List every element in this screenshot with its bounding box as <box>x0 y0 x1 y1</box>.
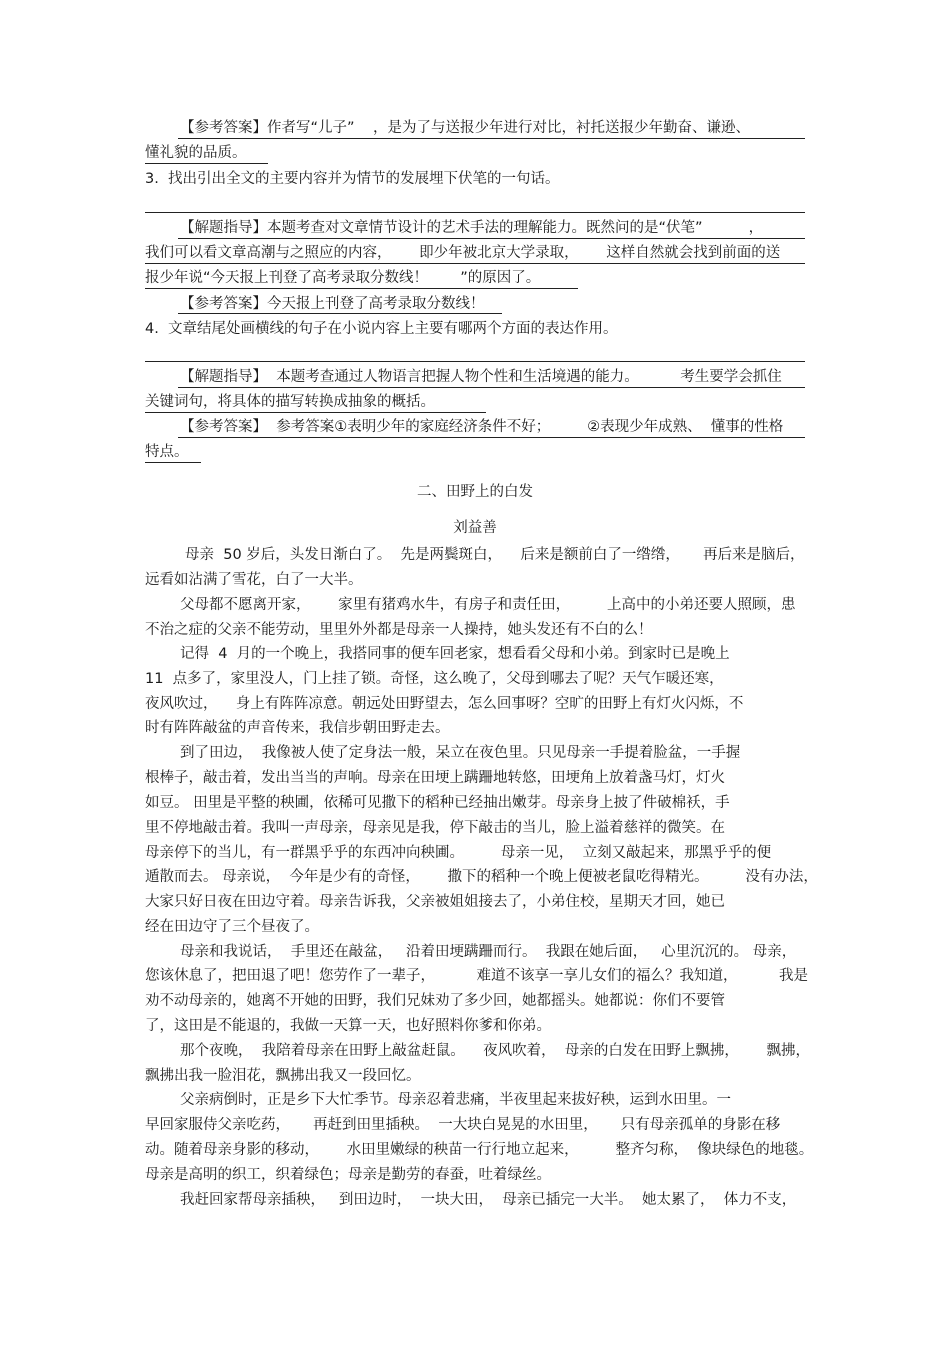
guide-underline <box>145 288 578 289</box>
article-line: 夜风吹过， 身上有阵阵凉意。朝远处田野望去，怎么回事呀？空旷的田野上有灯火闪烁，不 <box>145 696 744 712</box>
article-line: 我赶回家帮母亲插秧， 到田边时， 一块大田， 母亲已插完一大半。 她太累了， 体力不支， <box>180 1192 797 1208</box>
answer-underline <box>145 163 268 164</box>
question-4: 4. 文章结尾处画横线的句子在小说内容上主要有哪两个方面的表达作用。 <box>145 321 618 337</box>
article-line: 到了田边， 我像被人使了定身法一般，呆立在夜色里。只见母亲一手提着脸盆，一手握 <box>180 745 741 761</box>
q3-answer: 【参考答案】今天报上刊登了高考录取分数线！ <box>180 296 485 312</box>
guide-underline <box>178 387 805 388</box>
article-line: 时有阵阵敲盆的声音传来，我信步朝田野走去。 <box>145 720 450 736</box>
article-line: 大家只好日夜在田边守着。母亲告诉我，父亲被姐姐接去了，小弟住校，星期天才回，她已 <box>145 894 725 910</box>
article-line: 母亲停下的当儿，有一群黑乎乎的东西冲向秧圃。 母亲一见， 立刻又敲起来，那黑乎乎的便 <box>145 845 772 861</box>
article-line: 您该休息了，把田退了吧！您劳作了一辈子， 难道不该享一享儿女们的福么？我知道， 我是 <box>145 968 808 984</box>
article-line: 了，这田是不能退的，我做一天算一天，也好照料你爹和你弟。 <box>145 1018 551 1034</box>
article-line: 远看如沾满了雪花，白了一大半。 <box>145 572 363 588</box>
article-line: 父母都不愿离开家， 家里有猪鸡水牛，有房子和责任田， 上高中的小弟还要人照顾，患 <box>180 597 796 613</box>
article-line: 母亲 50 岁后，头发日渐白了。 先是两鬓斑白， 后来是额前白了一绺绺， 再后来是脑后， <box>185 547 805 563</box>
question-3: 3. 找出引出全文的主要内容并为情节的发展埋下伏笔的一句话。 <box>145 171 560 187</box>
article-line: 经在田边守了三个昼夜了。 <box>145 919 319 935</box>
article-line: 父亲病倒时，正是乡下大忙季节。母亲忍着悲痛，半夜里起来拔好秧，运到水田里。一 <box>180 1092 731 1108</box>
article-line: 如豆。 田里是平整的秧圃，依稀可见撒下的稻种已经抽出嫩芽。母亲身上披了件破棉袄，手 <box>145 795 730 811</box>
q4-guide-line-2: 关键词句，将具体的描写转换成抽象的概括。 <box>145 394 435 410</box>
article-line: 早回家服侍父亲吃药， 再赶到田里插秧。 一大块白晃晃的水田里， 只有母亲孤单的身影在移 <box>145 1117 781 1133</box>
blank-answer-line <box>145 212 805 213</box>
answer-underline <box>178 138 805 139</box>
guide-underline <box>145 412 486 413</box>
answer-underline <box>145 462 201 463</box>
prev-answer-line-1: 【参考答案】作者写“儿子” ，是为了与送报少年进行对比，衬托送报少年勤奋、谦逊、 <box>180 120 750 136</box>
article-line: 遁散而去。 母亲说， 今年是少有的奇怪， 撒下的稻种一个晚上便被老鼠吃得精光。 没有办法， <box>145 869 818 885</box>
article-line: 那个夜晚， 我陪着母亲在田野上敲盆赶鼠。 夜风吹着， 母亲的白发在田野上飘拂， 飘拂， <box>180 1043 811 1059</box>
article-line: 母亲和我说话， 手里还在敲盆， 沿着田埂蹒跚而行。 我跟在她后面， 心里沉沉的。 母亲， <box>180 944 797 960</box>
article-line: 动。随着母亲身影的移动， 水田里嫩绿的秧苗一行行地立起来， 整齐匀称， 像块绿色的地毯。 <box>145 1142 814 1158</box>
q3-guide-line-2: 我们可以看文章高潮与之照应的内容， 即少年被北京大学录取， 这样自然就会找到前面的送 <box>145 245 781 261</box>
article-line: 飘拂出我一脸泪花，飘拂出我又一段回忆。 <box>145 1068 421 1084</box>
article-line: 根棒子，敲击着，发出当当的声响。母亲在田埂上蹒跚地转悠，田埂角上放着盏马灯，灯火 <box>145 770 725 786</box>
q4-guide-line-1: 【解题指导】 本题考查通过人物语言把握人物个性和生活境遇的能力。 考生要学会抓住 <box>180 369 782 385</box>
article-line: 11 点多了，家里没人，门上挂了锁。奇怪，这么晚了，父母到哪去了呢？天气乍暖还寒， <box>145 671 724 687</box>
blank-answer-line <box>145 361 805 362</box>
q4-answer-line-2: 特点。 <box>145 444 189 460</box>
q4-answer-line-1: 【参考答案】 参考答案①表明少年的家庭经济条件不好； ②表现少年成熟、 懂事的性格 <box>180 419 784 435</box>
q3-guide-line-3: 报少年说“今天报上刊登了高考录取分数线！ ”的原因了。 <box>145 270 541 286</box>
article-line: 母亲是高明的织工，织着绿色；母亲是勤劳的春蚕，吐着绿丝。 <box>145 1167 551 1183</box>
article-line: 不治之症的父亲不能劳动，里里外外都是母亲一人操持，她头发还有不白的么！ <box>145 622 653 638</box>
answer-underline <box>178 437 805 438</box>
guide-underline <box>178 238 805 239</box>
article-title: 二、田野上的白发 <box>417 484 533 500</box>
q3-guide-line-1: 【解题指导】本题考查对文章情节设计的艺术手法的理解能力。既然问的是“伏笔” ， <box>180 220 764 236</box>
article-line: 记得 4 月的一个晚上，我搭同事的便车回老家，想看看父母和小弟。到家时已是晚上 <box>180 646 730 662</box>
article-line: 里不停地敲击着。我叫一声母亲，母亲见是我，停下敲击的当儿，脸上溢着慈祥的微笑。在 <box>145 820 725 836</box>
article-line: 劝不动母亲的，她离不开她的田野，我们兄妹劝了多少回，她都摇头。她都说：你们不要管 <box>145 993 725 1009</box>
article-author: 刘益善 <box>453 520 497 536</box>
answer-underline <box>178 313 502 314</box>
prev-answer-line-2: 懂礼貌的品质。 <box>145 145 247 161</box>
guide-underline <box>145 263 805 264</box>
